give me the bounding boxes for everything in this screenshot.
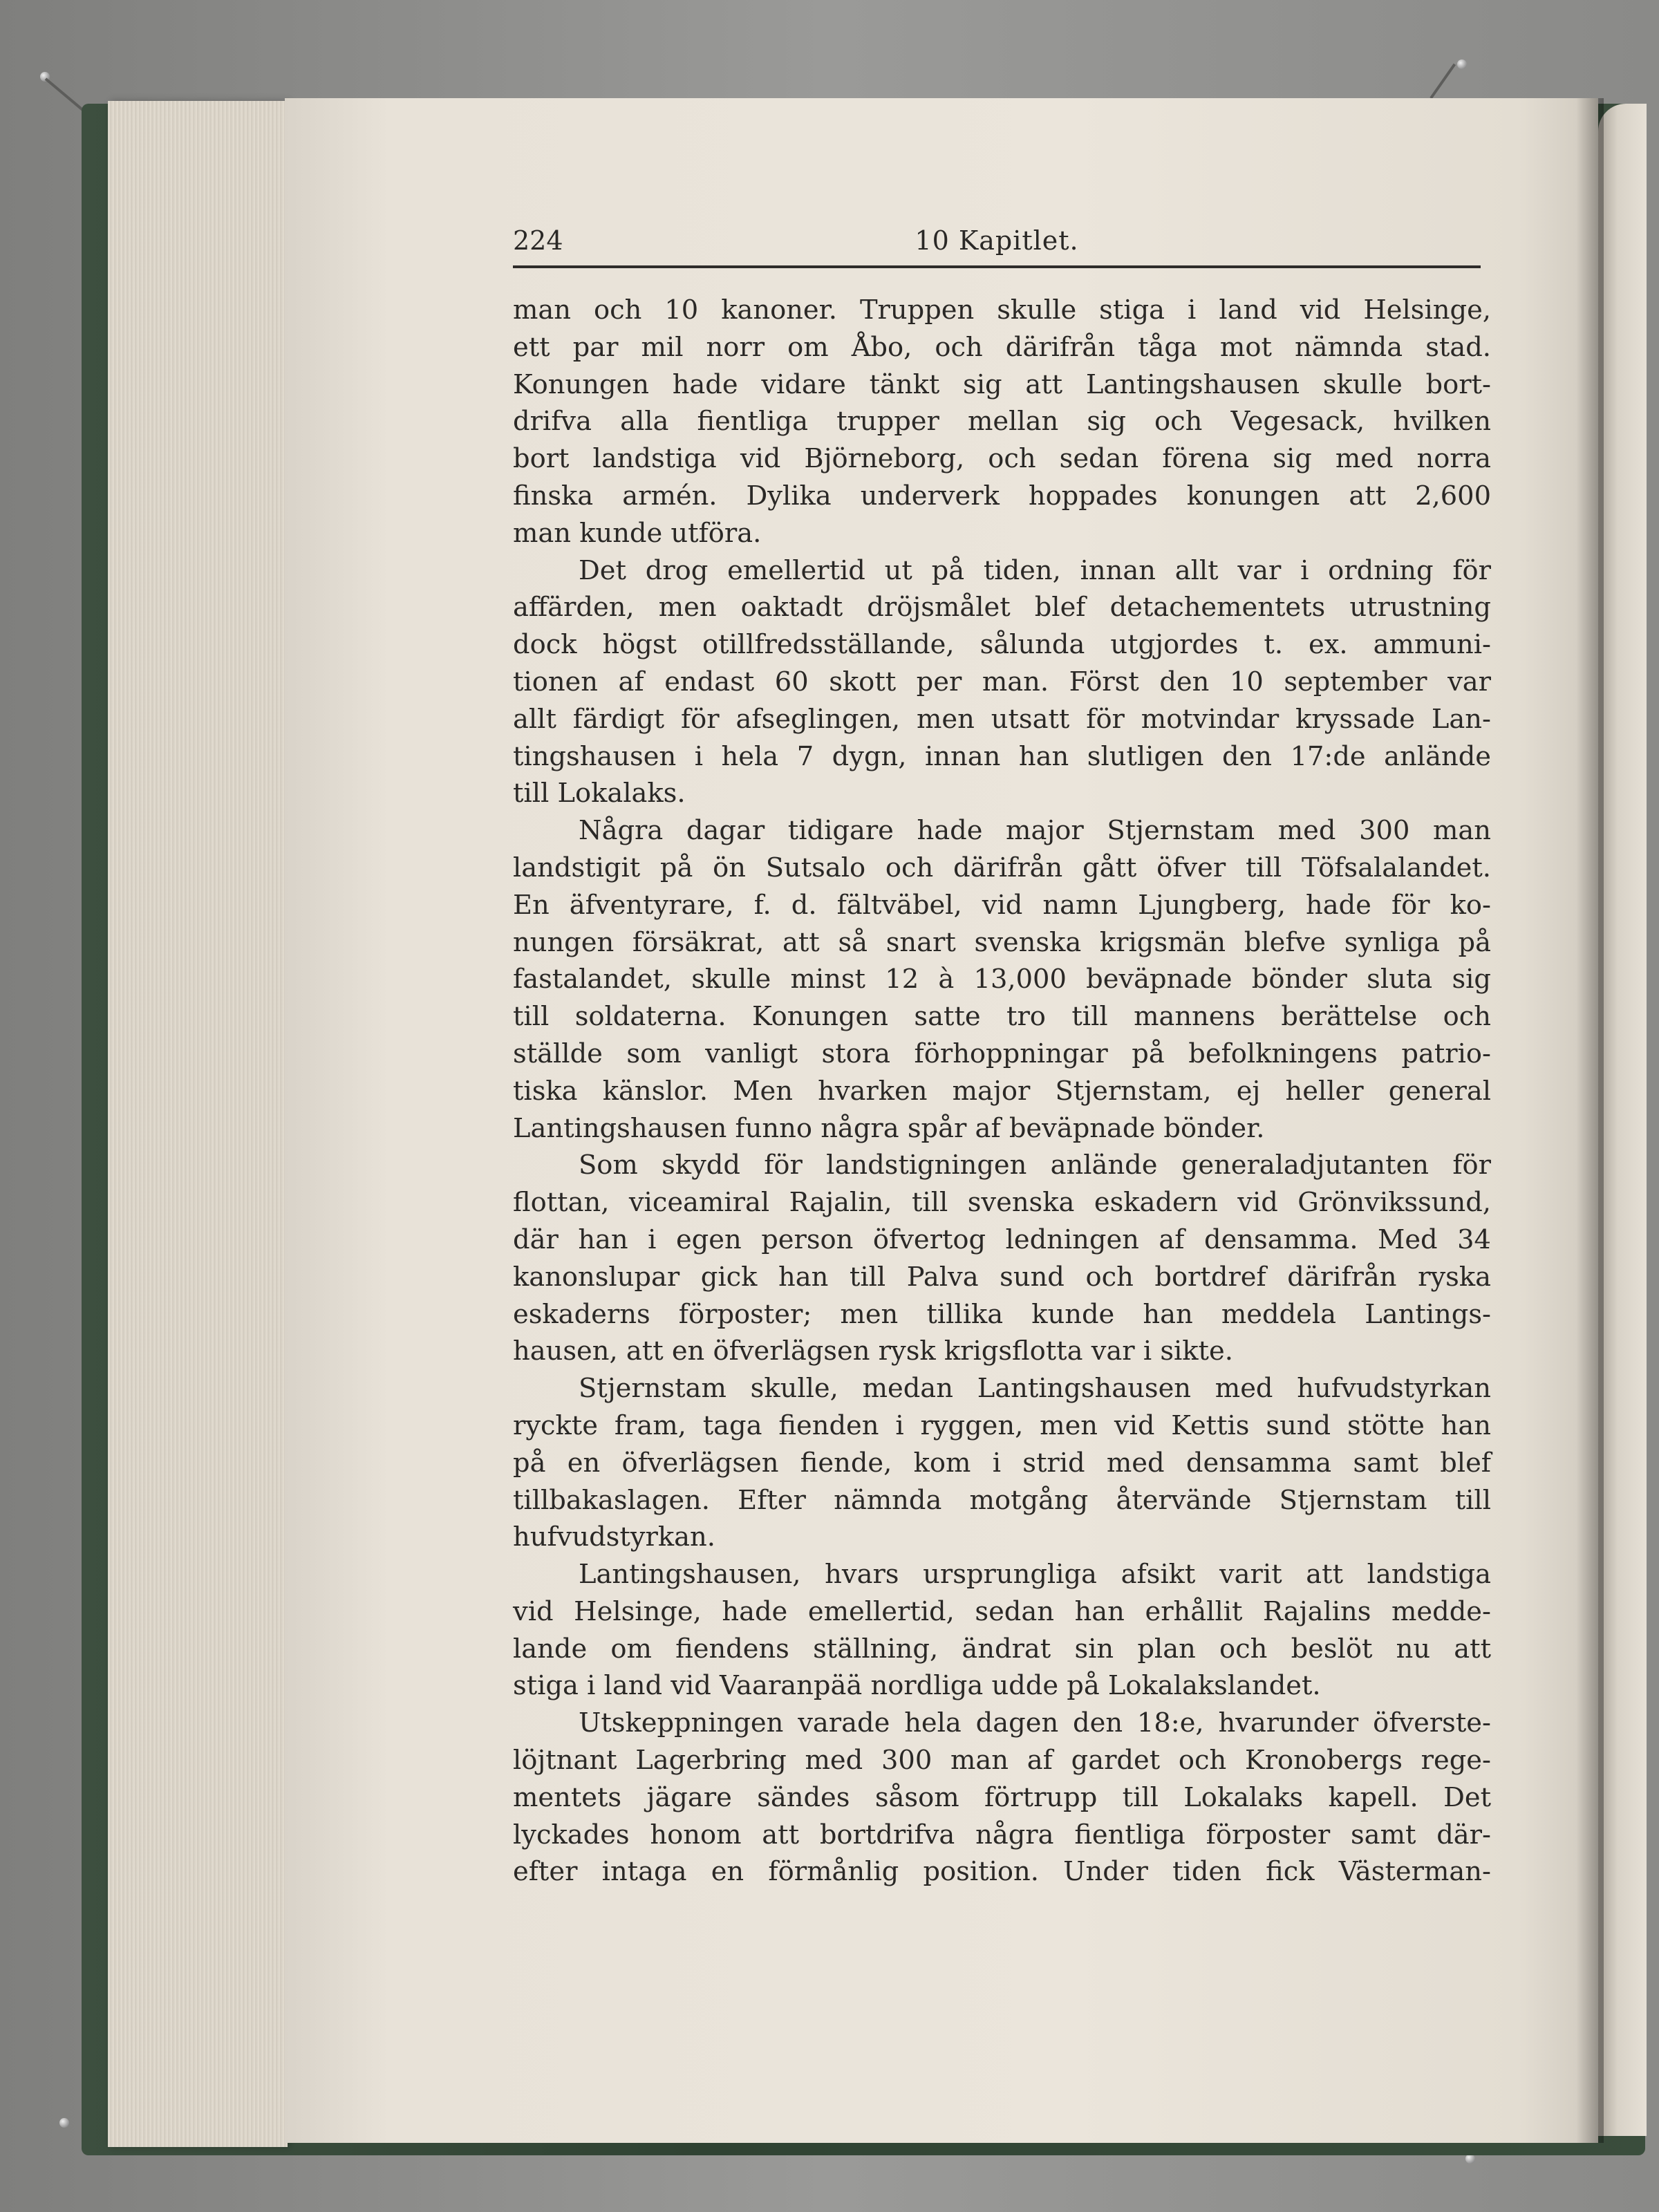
text-line: hausen, att en öfverlägsen rysk krigsflotta var i sikte. [513, 1335, 1233, 1367]
header-rule [513, 265, 1481, 268]
text-line: där han i egen person öfvertog ledningen af densamma. Med 34 [513, 1224, 1491, 1255]
text-line: lande om fiendens ställning, ändrat sin plan och beslöt nu att [513, 1633, 1491, 1665]
text-line: affärden, men oaktadt dröjsmålet blef detachementets utrustning [513, 592, 1491, 624]
text-line: Som skydd för landstigningen anlände generaladjutanten för [579, 1150, 1491, 1181]
text-line: ställde som vanligt stora förhoppningar på befolkningens patrio- [513, 1038, 1491, 1069]
text-line: Stjernstam skulle, medan Lantingshausen med hufvudstyrkan [579, 1373, 1491, 1405]
text-line: ett par mil norr om Åbo, och därifrån tåga mot nämnda stad. [513, 331, 1491, 363]
text-line: hufvudstyrkan. [513, 1521, 715, 1553]
text-line: Lantingshausen, hvars ursprungliga afsikt varit att landstiga [579, 1559, 1491, 1591]
text-line: allt färdigt för afseglingen, men utsatt för motvindar kryssade Lan- [513, 703, 1491, 735]
page-header [513, 223, 1481, 261]
pin-top-right [1457, 59, 1467, 69]
text-line: tionen af endast 60 skott per man. Först den 10 september var [513, 666, 1491, 697]
text-line: till Lokalaks. [513, 778, 686, 809]
text-line: efter intaga en förmånlig position. Under tiden fick Västerman- [513, 1856, 1491, 1888]
page-number: 224 [513, 225, 563, 256]
text-line: drifva alla fientliga trupper mellan sig och Vegesack, hvilken [513, 406, 1491, 438]
facing-page-edge [1598, 104, 1647, 2136]
text-line: löjtnant Lagerbring med 300 man af gardet och Kronobergs rege- [513, 1745, 1491, 1777]
pin-bottom-right [1465, 2154, 1475, 2164]
text-line: landstigit på ön Sutsalo och därifrån gått öfver till Töfsalalandet. [513, 852, 1491, 883]
text-line: dock högst otillfredsställande, sålunda utgjordes t. ex. ammuni- [513, 629, 1491, 661]
text-line: Lantingshausen funno några spår af beväpnade bönder. [513, 1112, 1265, 1144]
text-line: Konungen hade vidare tänkt sig att Lantingshausen skulle bort- [513, 368, 1491, 400]
text-line: lyckades honom att bortdrifva några fientliga förposter samt där- [513, 1819, 1491, 1850]
text-line: nungen försäkrat, att så snart svenska krigsmän blefve synliga på [513, 926, 1491, 958]
text-line: Det drog emellertid ut på tiden, innan allt var i ordning för [579, 554, 1491, 586]
text-line: finska armén. Dylika underverk hoppades konungen att 2,600 [513, 480, 1491, 512]
text-line: på en öfverlägsen fiende, kom i strid med densamma samt blef [513, 1447, 1491, 1479]
text-line: En äfventyrare, f. d. fältväbel, vid namn Ljungberg, hade för ko- [513, 889, 1491, 921]
text-line: ryckte fram, taga fienden i ryggen, men vid Kettis sund stötte han [513, 1409, 1491, 1441]
text-line: tillbakaslagen. Efter nämnda motgång återvände Stjernstam till [513, 1484, 1491, 1516]
text-line: till soldaterna. Konungen satte tro till mannens berättelse och [513, 1001, 1491, 1033]
text-line: Utskeppningen varade hela dagen den 18:e, hvarunder öfverste- [579, 1707, 1491, 1739]
text-line: flottan, viceamiral Rajalin, till svenska eskadern vid Grönvikssund, [513, 1187, 1491, 1219]
text-line: man kunde utföra. [513, 517, 762, 549]
body-text [513, 292, 1491, 1891]
text-line: kanonslupar gick han till Palva sund och bortdref därifrån ryska [513, 1261, 1491, 1293]
text-line: bort landstiga vid Björneborg, och sedan förena sig med norra [513, 443, 1491, 475]
text-line: fastalandet, skulle minst 12 à 13,000 beväpnade bönder sluta sig [513, 964, 1491, 995]
book-gutter-shadow [1576, 98, 1604, 2143]
text-line: tiska känslor. Men hvarken major Stjernstam, ej heller general [513, 1075, 1491, 1107]
page-edges [108, 101, 288, 2147]
text-line: man och 10 kanoner. Truppen skulle stiga i land vid Helsinge, [513, 294, 1491, 326]
text-line: mentets jägare sändes såsom förtrupp till Lokalaks kapell. Det [513, 1781, 1491, 1813]
text-line: Några dagar tidigare hade major Stjernstam med 300 man [579, 815, 1491, 847]
running-title: 10 Kapitlet. [915, 225, 1079, 256]
pin-bottom-left [59, 2118, 69, 2128]
text-line: vid Helsinge, hade emellertid, sedan han erhållit Rajalins medde- [513, 1595, 1491, 1627]
text-line: stiga i land vid Vaaranpää nordliga udde på Lokalakslandet. [513, 1670, 1321, 1702]
text-line: tingshausen i hela 7 dygn, innan han slutligen den 17:de anlände [513, 740, 1491, 772]
text-line: eskaderns förposter; men tillika kunde han meddela Lantings- [513, 1298, 1491, 1330]
